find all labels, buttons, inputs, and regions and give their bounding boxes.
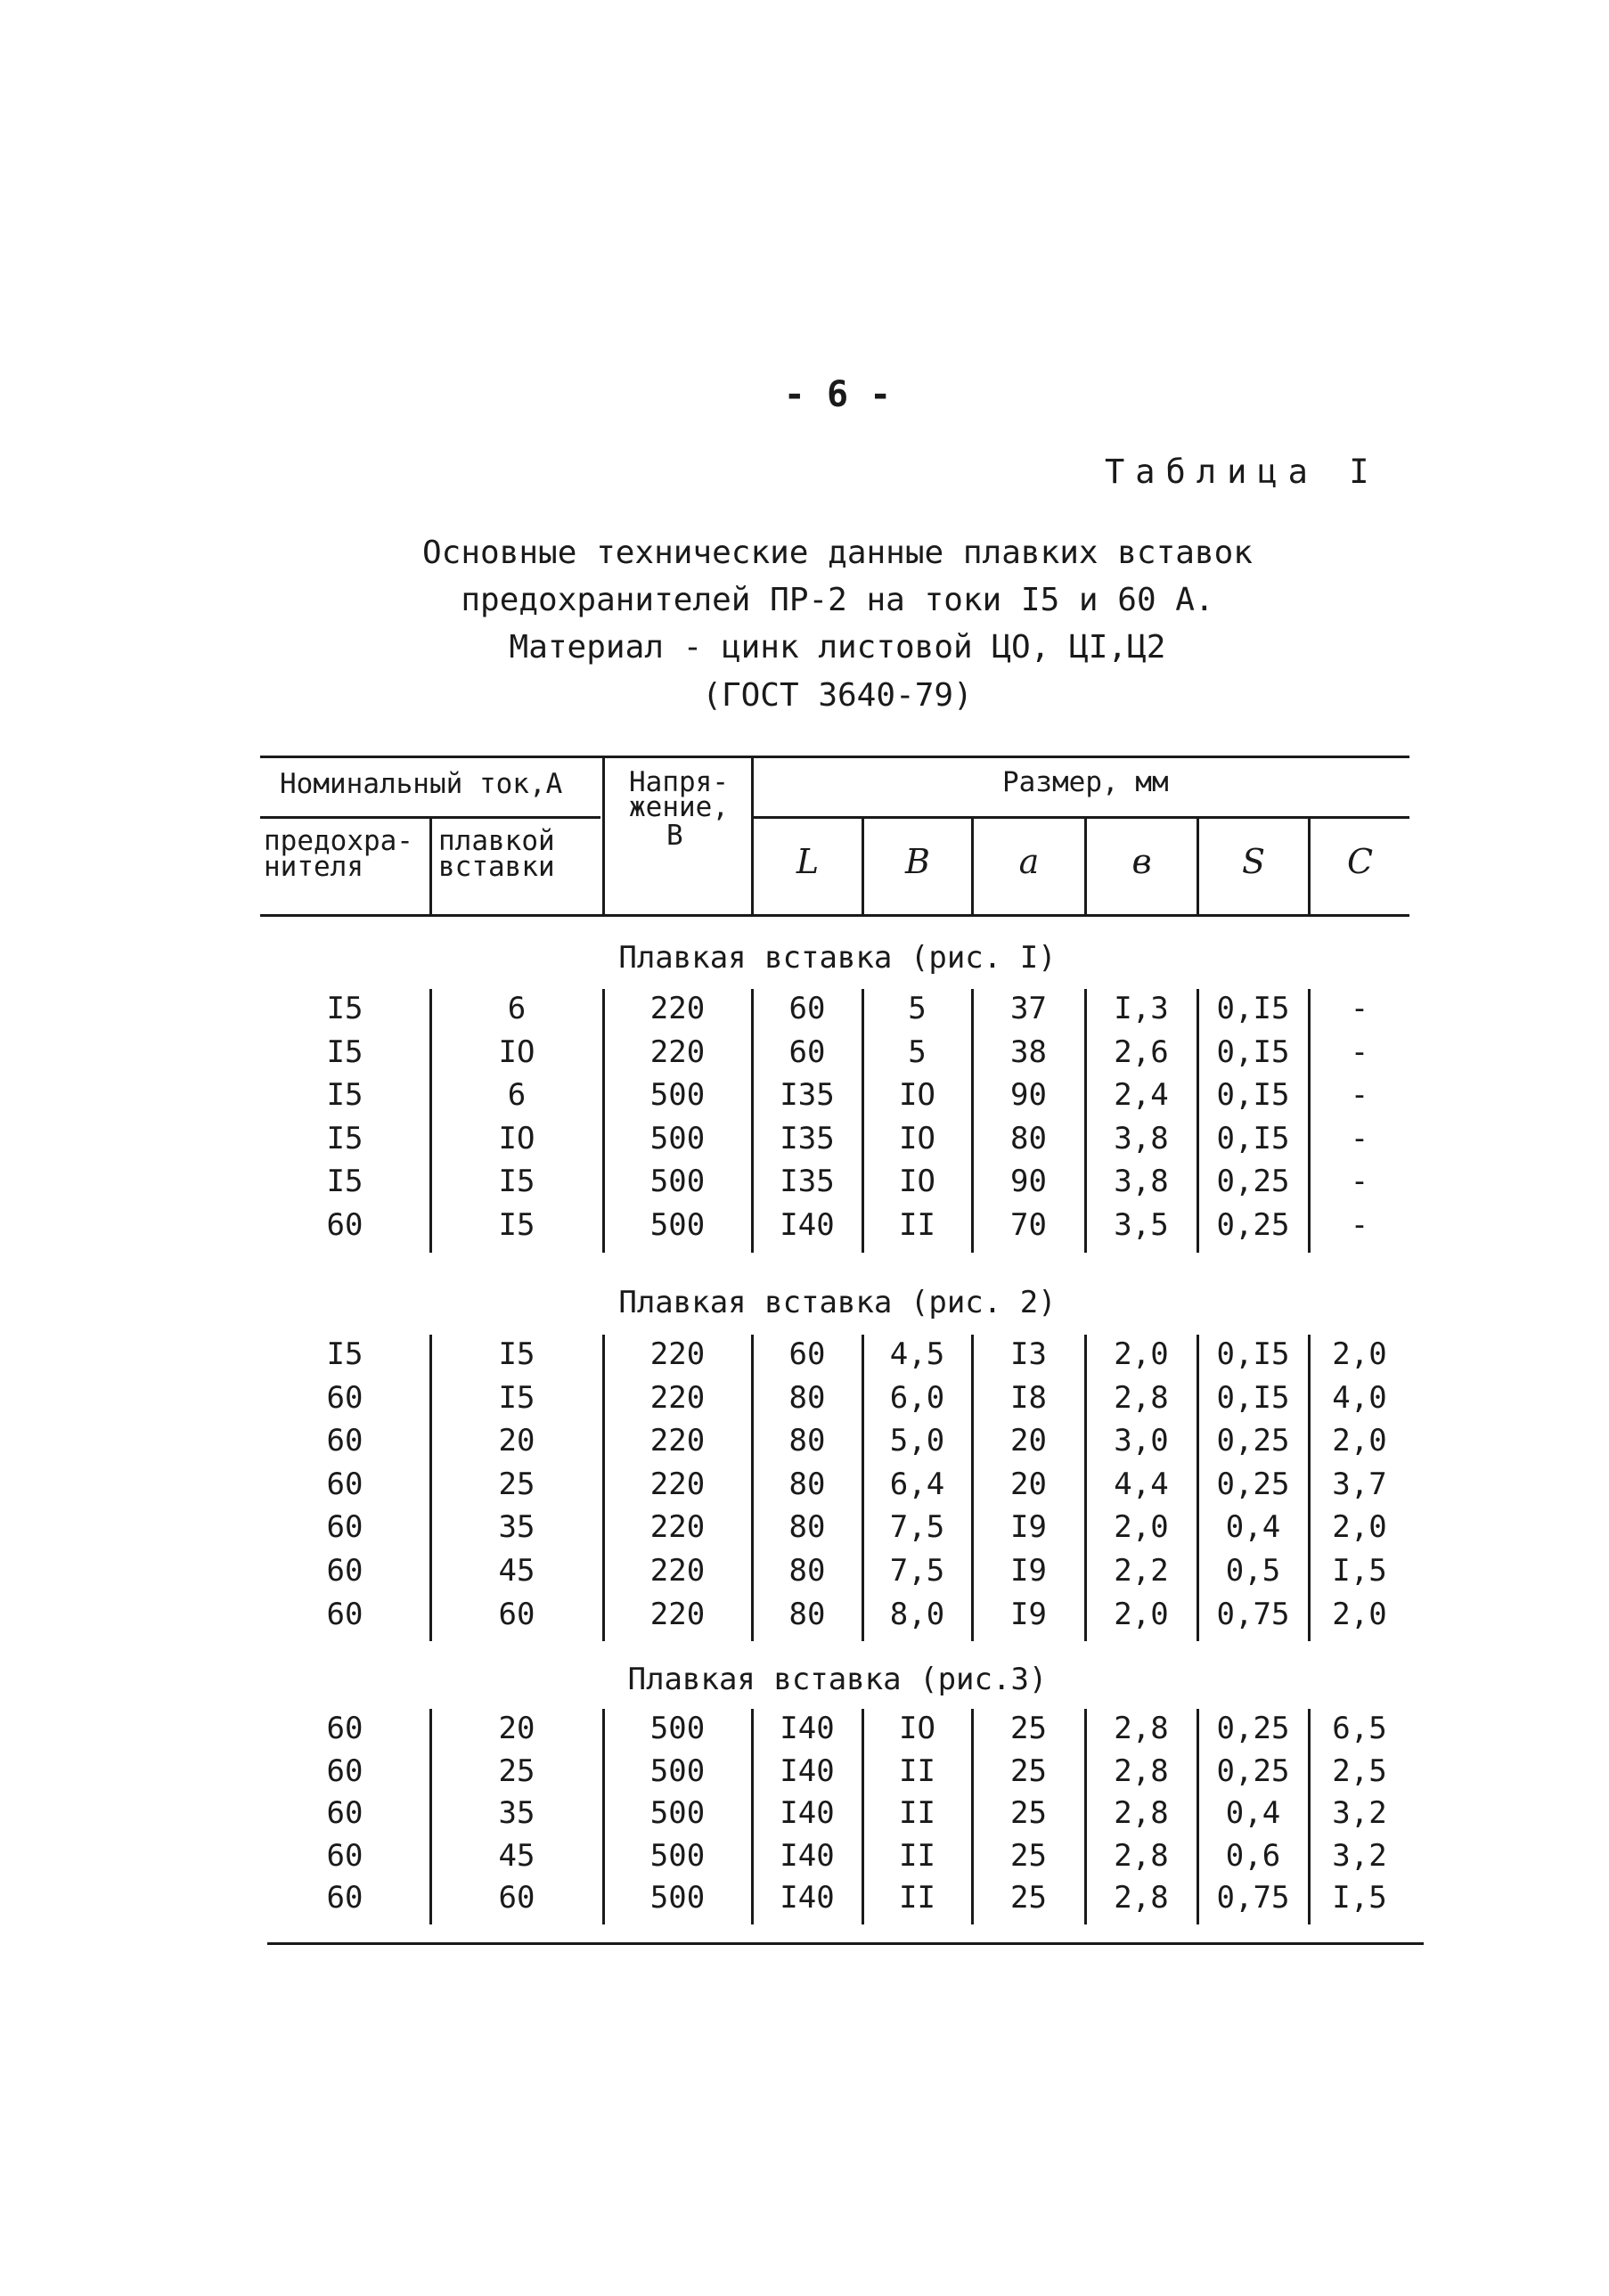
cell-fuse-current: 60 (326, 1880, 363, 1916)
cell-size-a: 25 (1010, 1795, 1047, 1831)
cell-insert-current: IO (498, 1034, 535, 1070)
cell-insert-current: 25 (498, 1753, 535, 1789)
cell-insert-current: 60 (498, 1596, 535, 1632)
cell-size-L: 60 (788, 1034, 826, 1070)
cell-size-C: 3,7 (1332, 1466, 1387, 1502)
cell-voltage: 500 (649, 1711, 706, 1746)
cell-size-b: 3,8 (1114, 1120, 1169, 1156)
cell-size-b: I,3 (1114, 991, 1169, 1026)
cell-size-B: 6,0 (889, 1379, 945, 1416)
section-title: Плавкая вставка (рис. I) (618, 940, 1057, 976)
cell-insert-current: 60 (498, 1880, 535, 1916)
cell-size-B: 5,0 (889, 1423, 945, 1459)
header-L: L (796, 842, 820, 881)
cell-size-C: - (1350, 1120, 1369, 1156)
cell-size-S: 0,25 (1216, 1164, 1290, 1200)
table-title-line-2: предохранителей ПР-2 на токи I5 и 60 А. (461, 582, 1214, 618)
cell-size-C: 3,2 (1332, 1795, 1387, 1831)
cell-size-C: 3,2 (1332, 1837, 1387, 1874)
table-label: Таблица I (1105, 453, 1380, 491)
cell-insert-current: 35 (498, 1509, 535, 1546)
cell-insert-current: I5 (498, 1336, 535, 1372)
cell-size-B: II (899, 1753, 935, 1789)
cell-size-L: I40 (780, 1837, 835, 1874)
cell-fuse-current: 60 (326, 1711, 363, 1746)
header-C: C (1346, 842, 1374, 881)
cell-insert-current: IO (498, 1120, 535, 1156)
header-divider-size (751, 756, 754, 914)
cell-size-C: 2,5 (1332, 1753, 1387, 1789)
cell-size-b: 2,4 (1114, 1077, 1169, 1114)
cell-size-L: 80 (788, 1423, 826, 1459)
cell-voltage: 500 (649, 1837, 706, 1874)
cell-size-a: 20 (1010, 1466, 1047, 1502)
header-B: B (905, 842, 930, 881)
cell-insert-current: 20 (498, 1711, 535, 1746)
cell-size-C: - (1350, 1077, 1369, 1114)
cell-size-L: 80 (788, 1379, 826, 1416)
header-bottom-rule (260, 914, 1409, 917)
cell-size-L: I35 (780, 1164, 835, 1200)
cell-size-C: - (1350, 1034, 1369, 1070)
cell-voltage: 220 (649, 1423, 706, 1459)
cell-insert-current: 25 (498, 1466, 535, 1502)
header-divider-voltage (602, 756, 605, 914)
table-title-line-4: (ГОСТ 3640-79) (702, 677, 973, 714)
cell-insert-current: 6 (507, 991, 527, 1026)
table-top-rule (260, 756, 1409, 758)
cell-size-L: 60 (788, 991, 826, 1026)
cell-size-S: 0,I5 (1216, 1077, 1290, 1114)
cell-size-B: 6,4 (889, 1466, 945, 1502)
cell-size-B: 8,0 (889, 1596, 945, 1632)
cell-size-b: 2,6 (1114, 1034, 1169, 1070)
cell-size-b: 2,2 (1114, 1553, 1169, 1589)
cell-insert-current: I5 (498, 1164, 535, 1200)
cell-size-S: 0,25 (1216, 1466, 1290, 1502)
cell-size-b: 2,8 (1114, 1711, 1169, 1746)
cell-size-b: 2,8 (1114, 1379, 1169, 1416)
cell-size-B: IO (899, 1120, 935, 1156)
cell-size-B: 4,5 (889, 1336, 945, 1372)
cell-size-b: 4,4 (1114, 1466, 1169, 1502)
cell-size-S: 0,25 (1216, 1423, 1290, 1459)
cell-voltage: 500 (649, 1207, 706, 1243)
cell-size-b: 2,0 (1114, 1336, 1169, 1372)
cell-size-B: 7,5 (889, 1553, 945, 1589)
cell-size-S: 0,25 (1216, 1711, 1290, 1746)
cell-voltage: 500 (649, 1164, 706, 1200)
cell-size-a: 90 (1010, 1164, 1047, 1200)
cell-fuse-current: 60 (326, 1596, 363, 1632)
cell-size-a: 37 (1010, 991, 1047, 1026)
cell-voltage: 220 (649, 991, 706, 1026)
cell-size-b: 2,0 (1114, 1509, 1169, 1546)
header-b: в (1131, 842, 1152, 881)
header-insert-line2: вставки (438, 851, 555, 883)
cell-size-b: 2,8 (1114, 1837, 1169, 1874)
cell-size-L: I40 (780, 1207, 835, 1243)
cell-size-a: 20 (1010, 1423, 1047, 1459)
cell-size-S: 0,25 (1216, 1207, 1290, 1243)
header-voltage-line2: жение, (629, 791, 729, 823)
cell-insert-current: 35 (498, 1795, 535, 1831)
cell-size-L: I35 (780, 1120, 835, 1156)
cell-size-S: 0,I5 (1216, 1034, 1290, 1070)
cell-fuse-current: I5 (326, 1164, 363, 1200)
cell-size-C: 2,0 (1332, 1336, 1387, 1372)
cell-size-b: 3,0 (1114, 1423, 1169, 1459)
cell-size-S: 0,6 (1225, 1837, 1281, 1874)
section-title: Плавкая вставка (рис. 2) (618, 1285, 1057, 1320)
cell-size-S: 0,4 (1225, 1795, 1281, 1831)
header-voltage-line3: В (666, 820, 683, 852)
cell-size-S: 0,25 (1216, 1753, 1290, 1789)
cell-voltage: 500 (649, 1795, 706, 1831)
cell-size-b: 2,8 (1114, 1753, 1169, 1789)
header-size: Размер, мм (1002, 766, 1169, 798)
table-bottom-rule (267, 1942, 1424, 1945)
cell-voltage: 220 (649, 1553, 706, 1589)
cell-voltage: 500 (649, 1077, 706, 1114)
cell-insert-current: 45 (498, 1837, 535, 1874)
cell-size-C: 4,0 (1332, 1379, 1387, 1416)
cell-size-a: I9 (1010, 1596, 1047, 1632)
cell-voltage: 500 (649, 1120, 706, 1156)
cell-size-L: I40 (780, 1795, 835, 1831)
cell-size-B: II (899, 1795, 935, 1831)
cell-fuse-current: 60 (326, 1509, 363, 1546)
cell-size-L: 80 (788, 1466, 826, 1502)
cell-fuse-current: 60 (326, 1466, 363, 1502)
cell-size-B: 5 (908, 991, 927, 1026)
header-nominal-current: Номинальный ток,А (280, 768, 563, 800)
header-insert-line1: плавкой (438, 825, 555, 857)
cell-size-C: - (1350, 1207, 1369, 1243)
cell-size-b: 2,8 (1114, 1795, 1169, 1831)
cell-size-b: 2,8 (1114, 1880, 1169, 1916)
cell-size-L: 60 (788, 1336, 826, 1372)
cell-fuse-current: I5 (326, 1336, 363, 1372)
cell-voltage: 500 (649, 1880, 706, 1916)
header-voltage-line1: Напря- (629, 766, 729, 798)
cell-size-B: II (899, 1880, 935, 1916)
cell-size-L: I40 (780, 1880, 835, 1916)
cell-fuse-current: 60 (326, 1379, 363, 1416)
cell-size-C: - (1350, 991, 1369, 1026)
cell-voltage: 220 (649, 1466, 706, 1502)
cell-size-C: I,5 (1332, 1880, 1387, 1916)
cell-size-C: 2,0 (1332, 1509, 1387, 1546)
cell-size-S: 0,I5 (1216, 1120, 1290, 1156)
cell-size-a: 25 (1010, 1837, 1047, 1874)
cell-fuse-current: I5 (326, 1077, 363, 1114)
cell-insert-current: 6 (507, 1077, 527, 1114)
cell-size-a: I8 (1010, 1379, 1047, 1416)
table-title-line-3: Материал - цинк листовой ЦО, ЦI,Ц2 (509, 629, 1166, 666)
cell-fuse-current: I5 (326, 991, 363, 1026)
cell-size-B: IO (899, 1711, 935, 1746)
cell-size-S: 0,I5 (1216, 991, 1290, 1026)
cell-size-b: 3,8 (1114, 1164, 1169, 1200)
cell-fuse-current: I5 (326, 1120, 363, 1156)
cell-size-C: 2,0 (1332, 1423, 1387, 1459)
cell-size-a: 90 (1010, 1077, 1047, 1114)
cell-insert-current: 20 (498, 1423, 535, 1459)
cell-size-a: I9 (1010, 1553, 1047, 1589)
page-number: - 6 - (783, 374, 892, 415)
cell-fuse-current: 60 (326, 1837, 363, 1874)
cell-size-b: 2,0 (1114, 1596, 1169, 1632)
cell-size-B: 7,5 (889, 1509, 945, 1546)
cell-insert-current: I5 (498, 1379, 535, 1416)
cell-size-a: 25 (1010, 1880, 1047, 1916)
cell-size-B: II (899, 1837, 935, 1874)
cell-voltage: 220 (649, 1336, 706, 1372)
header-a: a (1018, 842, 1040, 881)
cell-fuse-current: I5 (326, 1034, 363, 1070)
cell-insert-current: I5 (498, 1207, 535, 1243)
section-title: Плавкая вставка (рис.3) (627, 1662, 1048, 1697)
cell-fuse-current: 60 (326, 1753, 363, 1789)
header-fuse-line1: предохра- (264, 825, 413, 857)
cell-size-L: I40 (780, 1753, 835, 1789)
header-fuse-line2: нителя (264, 851, 363, 883)
cell-size-S: 0,4 (1225, 1509, 1281, 1546)
cell-size-B: IO (899, 1077, 935, 1114)
cell-voltage: 220 (649, 1509, 706, 1546)
cell-fuse-current: 60 (326, 1423, 363, 1459)
table-title-line-1: Основные технические данные плавких вставок (422, 535, 1253, 571)
cell-voltage: 500 (649, 1753, 706, 1789)
cell-size-S: 0,I5 (1216, 1379, 1290, 1416)
cell-size-S: 0,I5 (1216, 1336, 1290, 1372)
cell-size-a: I9 (1010, 1509, 1047, 1546)
cell-size-a: 80 (1010, 1120, 1047, 1156)
cell-size-L: 80 (788, 1509, 826, 1546)
cell-size-L: 80 (788, 1553, 826, 1589)
cell-size-a: 25 (1010, 1753, 1047, 1789)
cell-size-B: IO (899, 1164, 935, 1200)
cell-size-C: 2,0 (1332, 1596, 1387, 1632)
cell-size-S: 0,5 (1225, 1553, 1281, 1589)
cell-insert-current: 45 (498, 1553, 535, 1589)
cell-size-b: 3,5 (1114, 1207, 1169, 1243)
cell-size-S: 0,75 (1216, 1596, 1290, 1632)
cell-size-a: 70 (1010, 1207, 1047, 1243)
header-sub-rule-right (751, 816, 1409, 819)
cell-size-a: 25 (1010, 1711, 1047, 1746)
cell-size-L: 80 (788, 1596, 826, 1632)
cell-size-C: 6,5 (1332, 1711, 1387, 1746)
cell-size-C: I,5 (1332, 1553, 1387, 1589)
cell-fuse-current: 60 (326, 1795, 363, 1831)
cell-size-B: 5 (908, 1034, 927, 1070)
cell-size-L: I35 (780, 1077, 835, 1114)
cell-size-S: 0,75 (1216, 1880, 1290, 1916)
cell-fuse-current: 60 (326, 1207, 363, 1243)
cell-voltage: 220 (649, 1379, 706, 1416)
cell-size-a: 38 (1010, 1034, 1047, 1070)
cell-size-C: - (1350, 1164, 1369, 1200)
cell-voltage: 220 (649, 1596, 706, 1632)
cell-voltage: 220 (649, 1034, 706, 1070)
cell-size-L: I40 (780, 1711, 835, 1746)
cell-fuse-current: 60 (326, 1553, 363, 1589)
cell-size-a: I3 (1010, 1336, 1047, 1372)
header-S: S (1241, 842, 1266, 881)
cell-size-B: II (899, 1207, 935, 1243)
header-divider-current (429, 818, 432, 914)
